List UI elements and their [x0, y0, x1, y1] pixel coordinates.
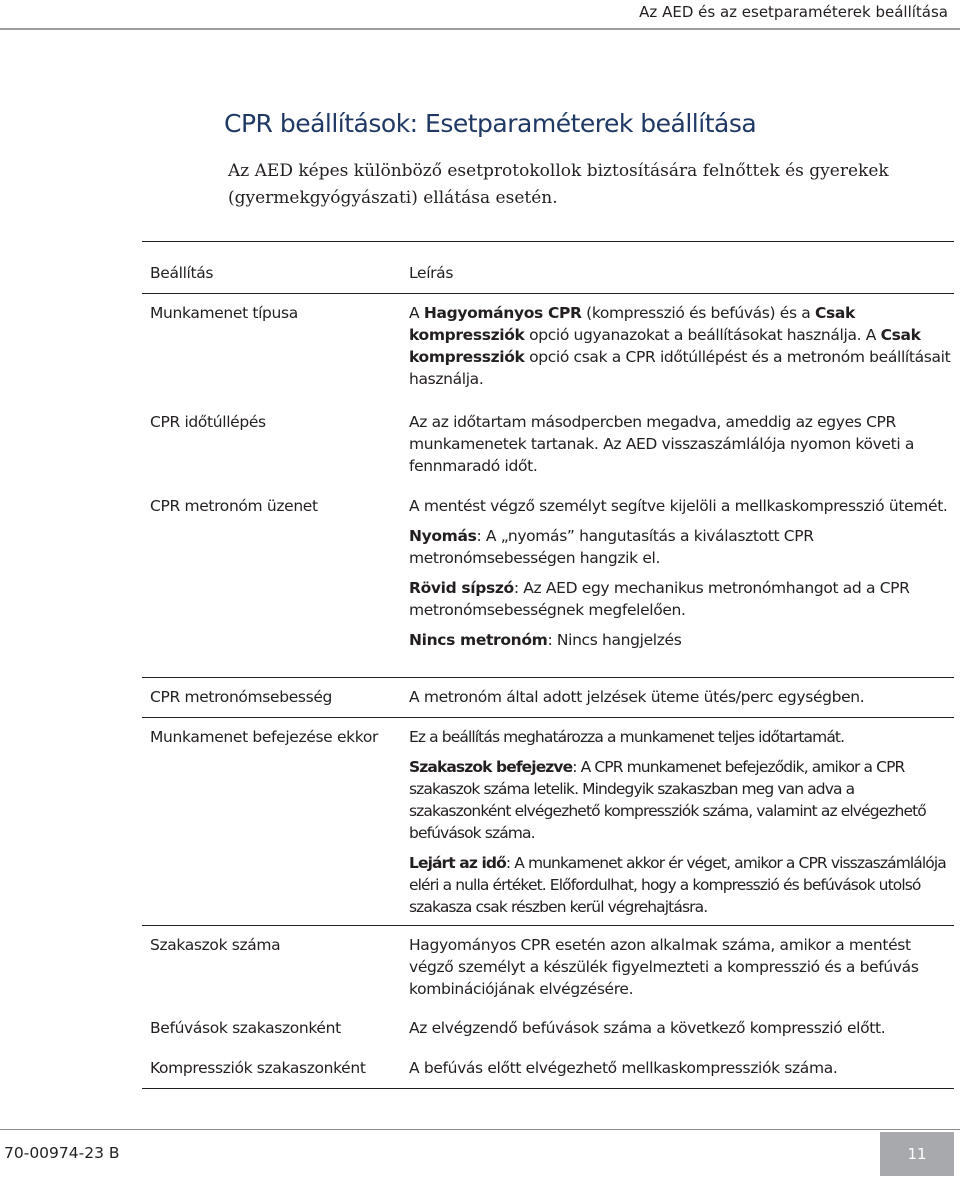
description-text: A metronóm által adott jelzések üteme ütés/perc egységben.	[409, 688, 865, 706]
header-description: Leírás	[409, 264, 454, 282]
description-paragraph	[409, 756, 954, 844]
table-row	[142, 925, 954, 998]
row-setting: CPR időtúllépés	[150, 413, 266, 431]
description-paragraph	[409, 1017, 954, 1039]
header-rule	[0, 28, 960, 30]
description-paragraph	[409, 934, 954, 1000]
description-text: (kompresszió és befúvás) és a	[581, 304, 815, 322]
description-paragraph	[409, 495, 954, 517]
description-text: : A CPR munkamenet befejeződik, amikor a CPR szakaszok száma letelik. Mindegyik szakaszban meg van adva a szakaszonként elvégezhető kompressziók száma, valamint az elvégezhető befúvások száma.	[409, 758, 926, 842]
row-setting: Szakaszok száma	[150, 936, 281, 954]
description-text: Ez a beállítás meghatározza a munkamenet teljes időtartamát.	[409, 728, 845, 746]
description-text: Az az időtartam másodpercben megadva, ameddig az egyes CPR munkamenetek tartanak. Az AED visszaszámlálója nyomon követi a fennmaradó időt.	[409, 413, 914, 475]
description-text: opció csak a CPR időtúllépést és a metronóm beállításait használja.	[409, 348, 951, 388]
row-description	[409, 495, 954, 651]
bold-term: Csak kompressziók	[409, 326, 921, 366]
description-text: : Nincs hangjelzés	[547, 631, 682, 649]
table-row	[142, 293, 954, 388]
row-setting: Munkamenet típusa	[150, 304, 298, 322]
row-setting: Befúvások szakaszonként	[150, 1019, 341, 1037]
table-bottom-rule	[142, 1088, 954, 1089]
bold-term: Lejárt az idő	[409, 854, 506, 872]
row-description	[409, 686, 954, 708]
description-paragraph	[409, 577, 954, 621]
row-description	[409, 411, 954, 477]
description-text: Az elvégzendő befúvások száma a következő kompresszió előtt.	[409, 1019, 886, 1037]
row-setting: CPR metronómsebesség	[150, 688, 333, 706]
row-setting: CPR metronóm üzenet	[150, 497, 318, 515]
bold-term: Nincs metronóm	[409, 631, 548, 649]
row-setting: Munkamenet befejezése ekkor	[150, 728, 378, 746]
bold-term: Szakaszok befejezve	[409, 758, 573, 776]
bold-term: Nyomás	[409, 527, 477, 545]
row-description	[409, 934, 954, 1000]
row-description	[409, 302, 954, 390]
page-number: 11	[907, 1145, 927, 1163]
row-setting: Kompressziók szakaszonként	[150, 1059, 366, 1077]
intro-paragraph: Az AED képes különböző esetprotokollok biztosítására felnőttek és gyerekek (gyermekgyógyászati) ellátása esetén.	[228, 161, 889, 208]
description-text: A befúvás előtt elvégezhető mellkaskompressziók száma.	[409, 1059, 838, 1077]
description-paragraph	[409, 629, 954, 651]
running-header: Az AED és az esetparaméterek beállítása	[639, 3, 948, 21]
page-title: CPR beállítások: Esetparaméterek beállítása	[224, 109, 757, 138]
description-paragraph	[409, 686, 954, 708]
description-text: opció ugyanazokat a beállításokat használja. A	[524, 326, 881, 344]
page-number-box	[880, 1132, 954, 1176]
description-paragraph	[409, 302, 954, 390]
description-text: : A „nyomás” hangutasítás a kiválasztott CPR metronómsebességen hangzik el.	[409, 527, 814, 567]
description-paragraph	[409, 726, 954, 748]
description-text: : A munkamenet akkor ér véget, amikor a CPR visszaszámlálója eléri a nulla értéket. Előfordulhat, hogy a kompresszió és befúvások utolsó szakasza csak részben kerül végrehajtásra.	[409, 854, 946, 916]
bold-term: Rövid sípszó	[409, 579, 514, 597]
description-text: A mentést végző személyt segítve kijelöli a mellkaskompresszió ütemét.	[409, 497, 948, 515]
bold-term: Csak kompressziók	[409, 304, 855, 344]
description-text: Hagyományos CPR esetén azon alkalmak száma, amikor a mentést végző személyt a készülék figyelmezteti a kompresszió és a befúvás kombinációjának elvégzésére.	[409, 936, 919, 998]
footer-rule	[0, 1129, 960, 1130]
table-row	[142, 717, 954, 916]
row-description	[409, 1057, 954, 1079]
description-text: A	[409, 304, 424, 322]
header-setting: Beállítás	[150, 264, 214, 282]
bold-term: Hagyományos CPR	[423, 304, 582, 322]
table-header-row	[142, 241, 954, 284]
row-description	[409, 1017, 954, 1039]
description-paragraph	[409, 525, 954, 569]
document-number: 70-00974-23 B	[4, 1144, 120, 1162]
row-description	[409, 726, 954, 918]
table-row	[142, 677, 954, 706]
description-paragraph	[409, 852, 954, 918]
description-paragraph	[409, 411, 954, 477]
description-paragraph	[409, 1057, 954, 1079]
description-text: : Az AED egy mechanikus metronómhangot ad a CPR metronómsebességnek megfelelően.	[409, 579, 910, 619]
